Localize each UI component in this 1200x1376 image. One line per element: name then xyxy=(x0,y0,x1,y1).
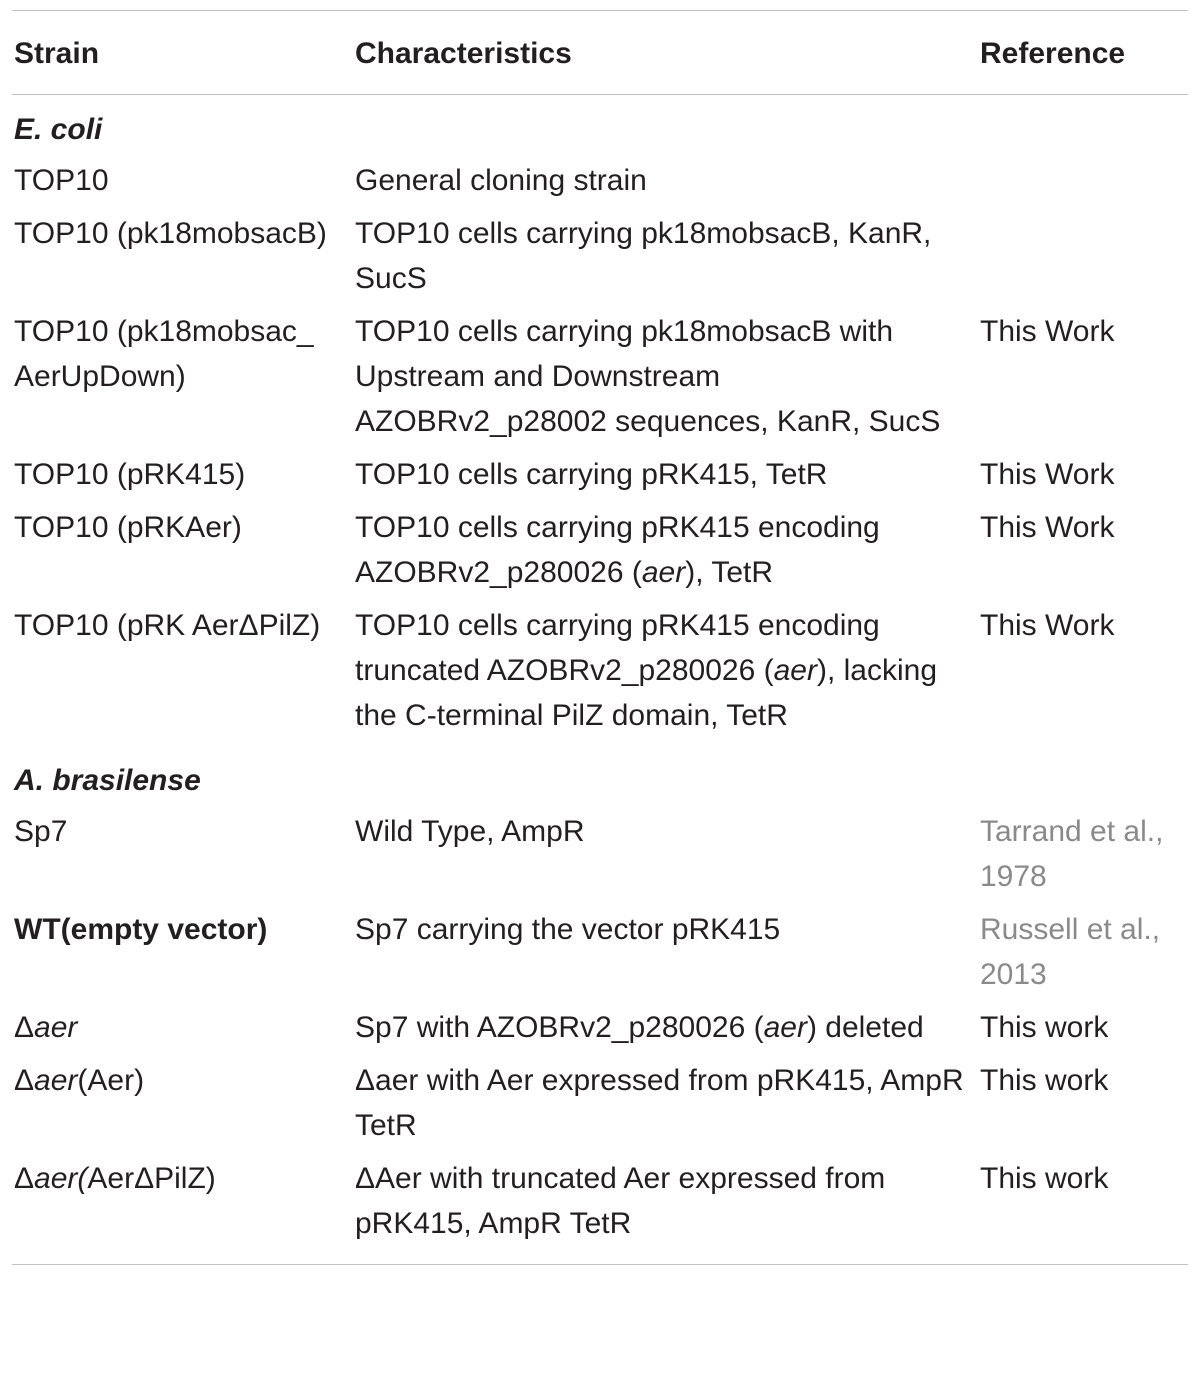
strain-text: Δ xyxy=(14,1011,35,1044)
reference-cell: This work xyxy=(980,1064,1109,1097)
reference-link[interactable]: Tarrand et al., 1978 xyxy=(980,815,1164,893)
gene-name: aer xyxy=(763,1011,807,1044)
header-reference: Reference xyxy=(978,11,1188,95)
strain-table-container xyxy=(12,10,1188,1265)
table-row xyxy=(12,807,1188,905)
strain-cell xyxy=(12,1003,353,1056)
strain-text: Δ xyxy=(14,1064,35,1097)
strains-table xyxy=(12,11,1188,1264)
characteristics-cell: TOP10 cells carrying pk18mobsacB, KanR, SucS xyxy=(355,217,932,295)
group-label-abrasilense: A. brasilense xyxy=(14,764,201,797)
table-row xyxy=(12,156,1188,209)
table-row xyxy=(12,601,1188,744)
reference-cell: This Work xyxy=(980,511,1115,544)
header-strain: Strain xyxy=(12,11,353,95)
characteristics-cell: TOP10 cells carrying pk18mobsacB with Upstream and Downstream AZOBRv2_p28002 sequences, KanR, SucS xyxy=(355,315,941,438)
strain-cell: TOP10 xyxy=(14,164,109,197)
strain-text: Δ xyxy=(14,1162,35,1195)
group-label-ecoli: E. coli xyxy=(14,113,103,146)
strain-text: AerΔPilZ) xyxy=(87,1162,216,1195)
characteristics-cell xyxy=(353,1003,978,1056)
strain-cell: TOP10 (pRKAer) xyxy=(14,511,242,544)
table-row xyxy=(12,209,1188,307)
strain-cell: WT(empty vector) xyxy=(14,913,268,946)
table-row xyxy=(12,1056,1188,1154)
characteristics-cell xyxy=(353,503,978,601)
reference-cell: This work xyxy=(980,1011,1109,1044)
group-row-ecoli xyxy=(12,95,1188,157)
bottom-rule xyxy=(12,1264,1188,1265)
strain-cell: TOP10 (pRK AerΔPilZ) xyxy=(14,609,321,642)
characteristics-cell xyxy=(353,601,978,744)
table-row xyxy=(12,503,1188,601)
reference-cell xyxy=(978,209,1188,307)
characteristics-cell: General cloning strain xyxy=(355,164,647,197)
table-row xyxy=(12,450,1188,503)
strain-cell: TOP10 (pk18mobsacB) xyxy=(14,217,327,250)
header-row xyxy=(12,11,1188,95)
header-characteristics: Characteristics xyxy=(353,11,978,95)
characteristics-cell: Δaer with Aer expressed from pRK415, AmpR TetR xyxy=(355,1064,964,1142)
strain-text: (Aer) xyxy=(77,1064,145,1097)
characteristics-cell: Wild Type, AmpR xyxy=(355,815,585,848)
characteristics-text: TOP10 cells carrying pRK415 encoding AZOBRv2_p280026 ( xyxy=(355,511,880,589)
table-row xyxy=(12,307,1188,450)
reference-cell: This work xyxy=(980,1162,1109,1195)
gene-name: aer xyxy=(641,556,686,589)
strain-cell: TOP10 (pk18mobsac_ AerUpDown) xyxy=(14,315,314,393)
strain-cell: Sp7 xyxy=(14,815,68,848)
gene-name: aer xyxy=(34,1011,78,1044)
gene-name: aer xyxy=(773,654,817,687)
characteristics-text: Sp7 with AZOBRv2_p280026 ( xyxy=(355,1011,764,1044)
reference-cell: This Work xyxy=(980,315,1115,348)
reference-cell: This Work xyxy=(980,458,1115,491)
table-row xyxy=(12,1003,1188,1056)
reference-cell xyxy=(978,156,1188,209)
characteristics-cell: Sp7 carrying the vector pRK415 xyxy=(355,913,781,946)
characteristics-text: ) deleted xyxy=(806,1011,924,1044)
table-row xyxy=(12,905,1188,1003)
reference-link[interactable]: Russell et al., 2013 xyxy=(980,913,1161,991)
strain-cell xyxy=(12,1154,353,1264)
strain-cell xyxy=(12,1056,353,1154)
characteristics-cell: ΔAer with truncated Aer expressed from pRK415, AmpR TetR xyxy=(355,1162,886,1240)
strain-cell: TOP10 (pRK415) xyxy=(14,458,246,491)
characteristics-text: ), lacking the C-terminal PilZ domain, TetR xyxy=(355,654,937,732)
gene-name: aer xyxy=(34,1064,78,1097)
table-row xyxy=(12,1154,1188,1264)
characteristics-text: ), TetR xyxy=(685,556,774,589)
gene-name: aer( xyxy=(34,1162,88,1195)
characteristics-text: TOP10 cells carrying pRK415 encoding truncated AZOBRv2_p280026 ( xyxy=(355,609,880,687)
reference-cell: This Work xyxy=(980,609,1115,642)
characteristics-cell: TOP10 cells carrying pRK415, TetR xyxy=(355,458,828,491)
group-row-abrasilense xyxy=(12,744,1188,807)
